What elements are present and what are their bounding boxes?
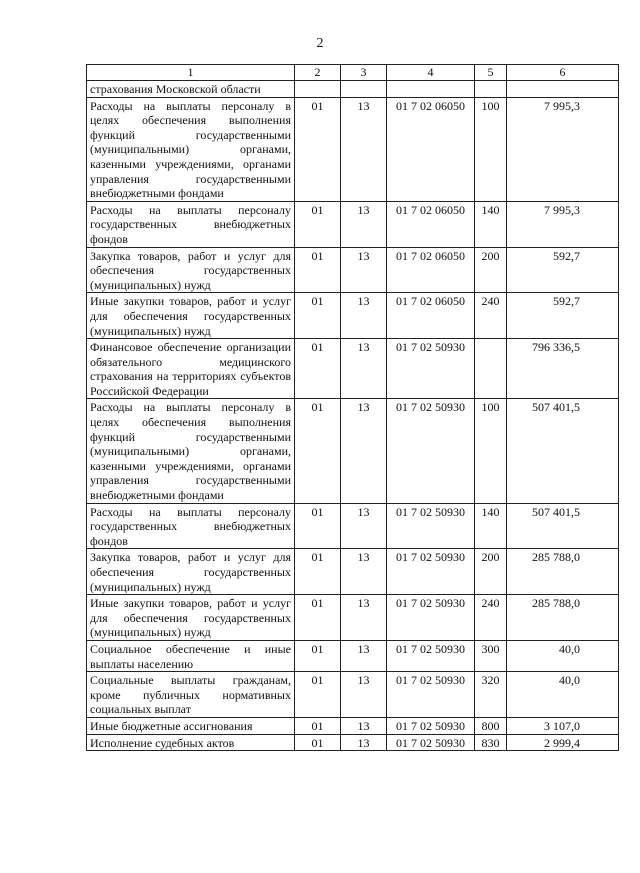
expense-type-cell [475,339,507,399]
row-name-cell: Закупка товаров, работ и услуг для обеспечения государственных (муниципальных) нужд [87,549,295,595]
amount-cell: 3 107,0 [507,717,619,734]
expense-type-cell: 830 [475,734,507,751]
section-code-cell: 01 [295,339,341,399]
subsection-code-cell: 13 [341,247,387,293]
page-number: 2 [316,36,324,51]
budget-table [86,64,619,751]
column-header-4: 4 [387,65,475,81]
subsection-code-cell: 13 [341,503,387,549]
subsection-code-cell: 13 [341,672,387,718]
amount-cell: 507 401,5 [507,399,619,503]
section-code-cell: 01 [295,503,341,549]
table-row [87,672,619,718]
column-header-1: 1 [87,65,295,81]
section-code-cell: 01 [295,201,341,247]
expense-type-cell: 140 [475,503,507,549]
amount-cell: 40,0 [507,640,619,671]
section-code-cell: 01 [295,399,341,503]
table-row [87,247,619,293]
expense-type-cell: 100 [475,97,507,201]
column-header-6: 6 [507,65,619,81]
table-row [87,503,619,549]
section-code-cell: 01 [295,717,341,734]
expense-type-cell: 320 [475,672,507,718]
section-code-cell: 01 [295,97,341,201]
column-header-2: 2 [295,65,341,81]
section-code-cell: 01 [295,734,341,751]
subsection-code-cell [341,81,387,98]
target-article-cell: 01 7 02 06050 [387,293,475,339]
row-name-cell: Расходы на выплаты персоналу государственных внебюджетных фондов [87,503,295,549]
table-row [87,81,619,98]
row-name-cell: Исполнение судебных актов [87,734,295,751]
target-article-cell: 01 7 02 50930 [387,672,475,718]
section-code-cell: 01 [295,293,341,339]
amount-cell: 7 995,3 [507,97,619,201]
subsection-code-cell: 13 [341,549,387,595]
target-article-cell: 01 7 02 50930 [387,399,475,503]
target-article-cell: 01 7 02 50930 [387,503,475,549]
table-row [87,201,619,247]
amount-cell: 507 401,5 [507,503,619,549]
subsection-code-cell: 13 [341,201,387,247]
row-name-cell: Иные бюджетные ассигнования [87,717,295,734]
amount-cell: 592,7 [507,247,619,293]
subsection-code-cell: 13 [341,734,387,751]
amount-cell: 40,0 [507,672,619,718]
row-name-cell: Социальное обеспечение и иные выплаты населению [87,640,295,671]
amount-cell: 2 999,4 [507,734,619,751]
target-article-cell: 01 7 02 50930 [387,734,475,751]
target-article-cell: 01 7 02 50930 [387,640,475,671]
amount-cell: 285 788,0 [507,549,619,595]
column-header-5: 5 [475,65,507,81]
table-row [87,549,619,595]
target-article-cell: 01 7 02 50930 [387,549,475,595]
table-row [87,97,619,201]
row-name-cell: Иные закупки товаров, работ и услуг для обеспечения государственных (муниципальных) нужд [87,293,295,339]
target-article-cell: 01 7 02 50930 [387,717,475,734]
amount-cell [507,81,619,98]
expense-type-cell [475,81,507,98]
amount-cell: 592,7 [507,293,619,339]
row-name-cell: страхования Московской области [87,81,295,98]
section-code-cell: 01 [295,247,341,293]
amount-cell: 7 995,3 [507,201,619,247]
table-row [87,293,619,339]
section-code-cell [295,81,341,98]
table-row [87,595,619,641]
row-name-cell: Финансовое обеспечение организации обязательного медицинского страхования на территориях субъектов Российской Федерации [87,339,295,399]
subsection-code-cell: 13 [341,640,387,671]
subsection-code-cell: 13 [341,717,387,734]
subsection-code-cell: 13 [341,339,387,399]
table-row [87,399,619,503]
expense-type-cell: 200 [475,549,507,595]
row-name-cell: Расходы на выплаты персоналу в целях обеспечения выполнения функций государственными (муниципальными) органами, казенными учреждениями, органами управления государственными внебюджетными фондами [87,97,295,201]
subsection-code-cell: 13 [341,595,387,641]
table-row [87,734,619,751]
expense-type-cell: 300 [475,640,507,671]
header-row [87,65,619,81]
expense-type-cell: 800 [475,717,507,734]
table-row [87,339,619,399]
table-row [87,717,619,734]
subsection-code-cell: 13 [341,293,387,339]
target-article-cell [387,81,475,98]
target-article-cell: 01 7 02 06050 [387,97,475,201]
section-code-cell: 01 [295,640,341,671]
table-row [87,640,619,671]
row-name-cell: Закупка товаров, работ и услуг для обеспечения государственных (муниципальных) нужд [87,247,295,293]
subsection-code-cell: 13 [341,399,387,503]
row-name-cell: Иные закупки товаров, работ и услуг для обеспечения государственных (муниципальных) нужд [87,595,295,641]
expense-type-cell: 140 [475,201,507,247]
table-body [87,65,619,751]
expense-type-cell: 100 [475,399,507,503]
amount-cell: 796 336,5 [507,339,619,399]
target-article-cell: 01 7 02 50930 [387,339,475,399]
section-code-cell: 01 [295,672,341,718]
row-name-cell: Расходы на выплаты персоналу государственных внебюджетных фондов [87,201,295,247]
expense-type-cell: 240 [475,293,507,339]
section-code-cell: 01 [295,549,341,595]
amount-cell: 285 788,0 [507,595,619,641]
subsection-code-cell: 13 [341,97,387,201]
target-article-cell: 01 7 02 06050 [387,247,475,293]
row-name-cell: Социальные выплаты гражданам, кроме публичных нормативных социальных выплат [87,672,295,718]
column-header-3: 3 [341,65,387,81]
section-code-cell: 01 [295,595,341,641]
expense-type-cell: 240 [475,595,507,641]
row-name-cell: Расходы на выплаты персоналу в целях обеспечения выполнения функций государственными (муниципальными) органами, казенными учреждениями, органами управления государственными внебюджетными фондами [87,399,295,503]
target-article-cell: 01 7 02 50930 [387,595,475,641]
target-article-cell: 01 7 02 06050 [387,201,475,247]
expense-type-cell: 200 [475,247,507,293]
